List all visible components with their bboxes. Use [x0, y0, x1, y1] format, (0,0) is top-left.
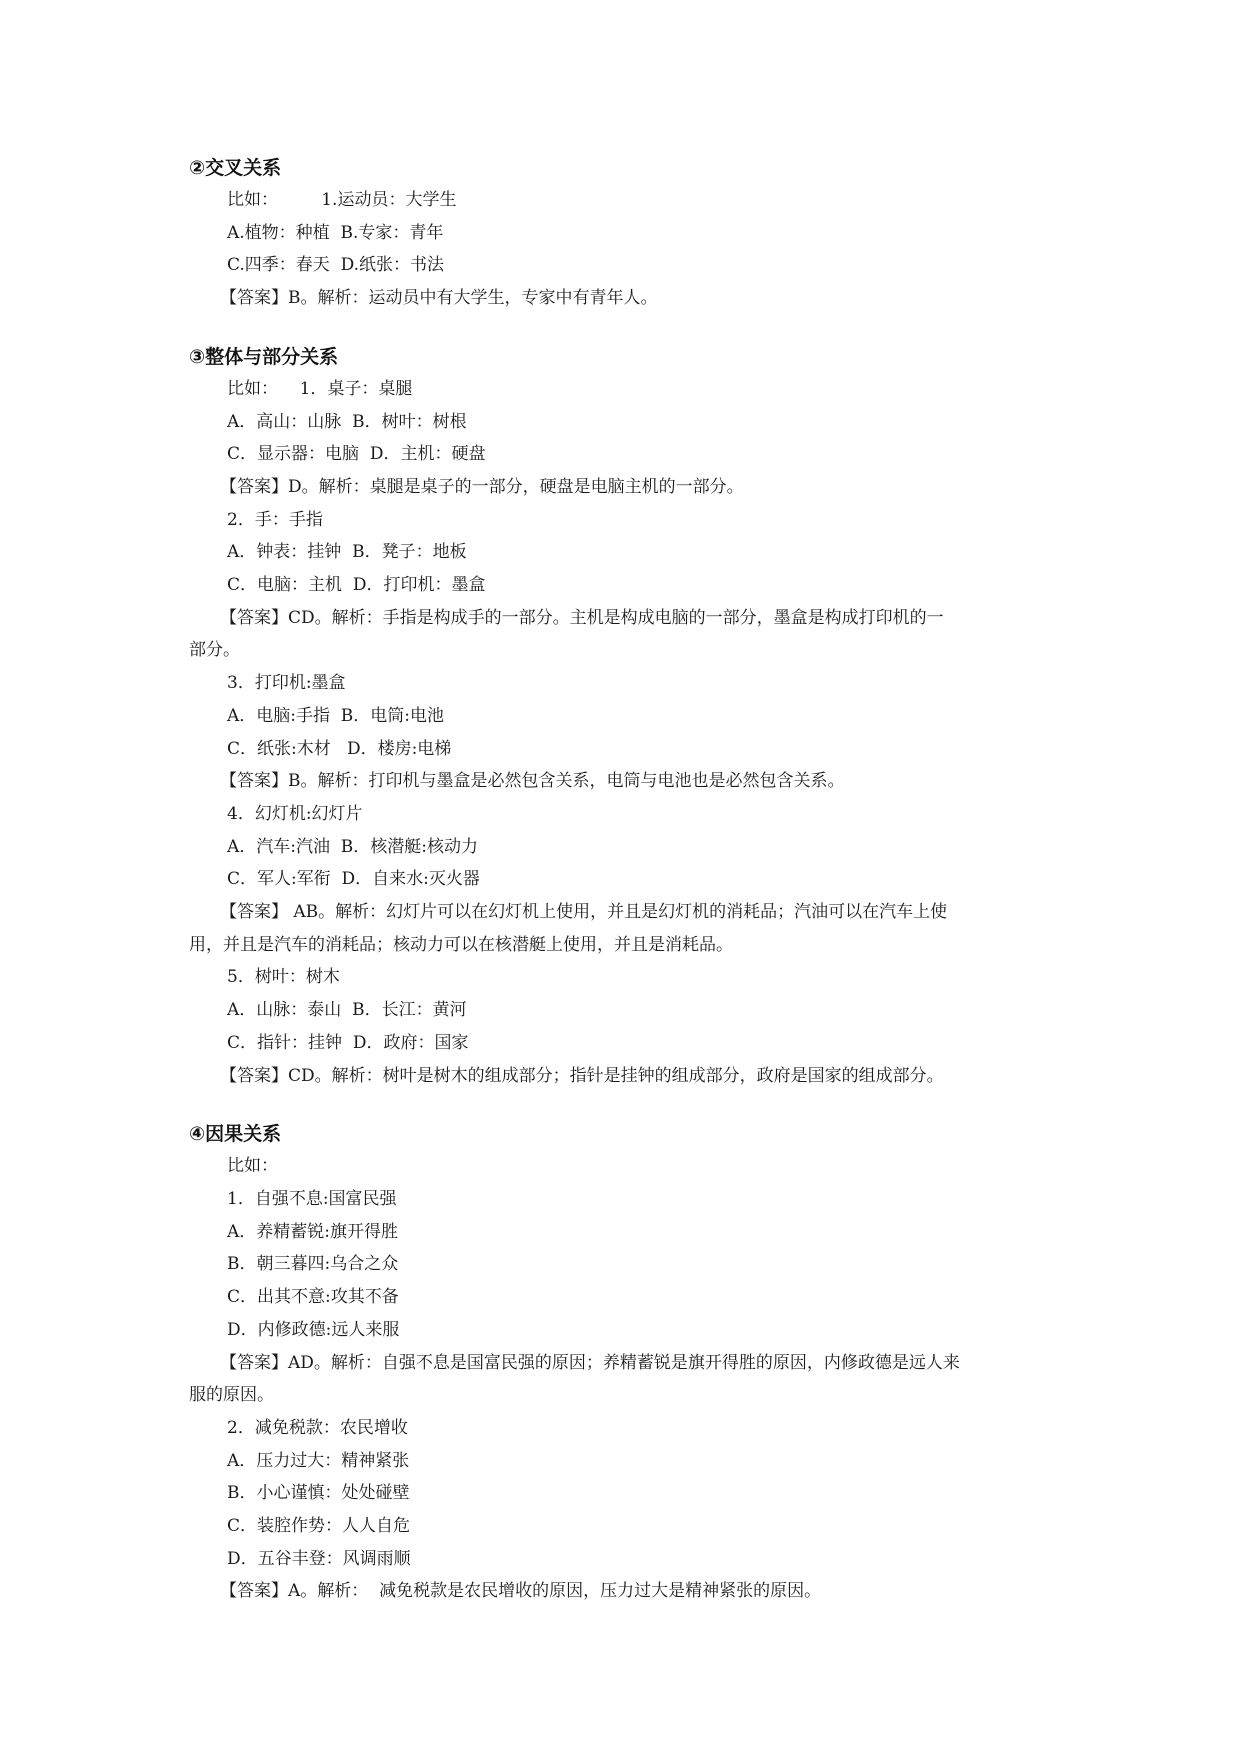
- section-title: ③整体与部分关系: [189, 345, 339, 368]
- answer-line: 【答案】A。解析： 减免税款是农民增收的原因，压力过大是精神紧张的原因。: [220, 1581, 822, 1602]
- question-line: B．朝三暮四:乌合之众: [227, 1254, 399, 1275]
- question-line: C．电脑：主机 D．打印机：墨盒: [227, 575, 486, 596]
- answer-line: 【答案】AD。解析：自强不息是国富民强的原因；养精蓄锐是旗开得胜的原因，内修政德是远人来: [220, 1352, 960, 1373]
- question-line: 比如： 1.运动员：大学生: [227, 190, 457, 210]
- answer-line: 【答案】 AB。解析：幻灯片可以在幻灯机上使用，并且是幻灯机的消耗品；汽油可以在汽车上使: [220, 902, 948, 923]
- answer-line: 【答案】B。解析：打印机与墨盒是必然包含关系，电筒与电池也是必然包含关系。: [220, 771, 845, 792]
- section-title: ②交叉关系: [189, 157, 282, 179]
- question-line: 比如：: [227, 1156, 278, 1177]
- question-line: 2．减免税款：农民增收: [227, 1417, 408, 1438]
- question-line: A．养精蓄锐:旗开得胜: [227, 1221, 399, 1242]
- question-line: 2．手：手指: [227, 509, 323, 530]
- continuation-line: 部分。: [189, 640, 240, 661]
- question-line: 3．打印机:墨盒: [227, 673, 346, 694]
- question-line: C．军人:军衔 D．自来水:灭火器: [227, 869, 480, 890]
- question-line: A．钟表：挂钟 B．凳子：地板: [227, 542, 467, 563]
- question-line: A.植物：种植 B.专家：青年: [227, 222, 444, 243]
- document-body: [189, 152, 1049, 1608]
- answer-line: 【答案】D。解析：桌腿是桌子的一部分，硬盘是电脑主机的一部分。: [220, 476, 744, 497]
- question-line: B．小心谨慎：处处碰壁: [227, 1483, 410, 1504]
- section-gap: [189, 315, 1049, 341]
- question-line: 比如： 1．桌子：桌腿: [227, 378, 413, 399]
- question-line: C.四季：春天 D.纸张：书法: [227, 255, 445, 276]
- question-line: D．内修政德:远人来服: [227, 1319, 400, 1340]
- answer-line: 【答案】CD。解析：树叶是树木的组成部分；指针是挂钟的组成部分，政府是国家的组成部分。: [220, 1065, 944, 1086]
- answer-line: 【答案】B。解析：运动员中有大学生，专家中有青年人。: [220, 288, 658, 309]
- question-line: 5．树叶：树木: [227, 967, 340, 988]
- question-line: 4．幻灯机:幻灯片: [227, 803, 363, 824]
- question-line: A．电脑:手指 B．电筒:电池: [227, 705, 445, 726]
- question-line: C．出其不意:攻其不备: [227, 1287, 399, 1308]
- question-line: D．五谷丰登：风调雨顺: [227, 1548, 411, 1569]
- answer-line: 【答案】CD。解析：手指是构成手的一部分。主机是构成电脑的一部分，墨盒是构成打印机的一: [220, 607, 944, 628]
- section-title: ④因果关系: [189, 1123, 282, 1146]
- question-line: A．高山：山脉 B．树叶：树根: [227, 411, 467, 432]
- question-line: A．压力过大：精神紧张: [227, 1450, 410, 1471]
- question-line: C．装腔作势：人人自危: [227, 1516, 411, 1537]
- question-line: A．山脉：泰山 B．长江：黄河: [227, 1000, 467, 1021]
- question-line: A．汽车:汽油 B．核潜艇:核动力: [227, 836, 479, 857]
- continuation-line: 服的原因。: [189, 1385, 274, 1406]
- continuation-line: 用，并且是汽车的消耗品；核动力可以在核潜艇上使用，并且是消耗品。: [189, 934, 733, 955]
- question-line: 1．自强不息:国富民强: [227, 1188, 397, 1209]
- question-line: C．纸张:木材 D．楼房:电梯: [227, 738, 452, 759]
- question-line: C．指针：挂钟 D．政府：国家: [227, 1032, 469, 1053]
- question-line: C．显示器：电脑 D．主机：硬盘: [227, 444, 486, 465]
- section-gap: [189, 1092, 1049, 1118]
